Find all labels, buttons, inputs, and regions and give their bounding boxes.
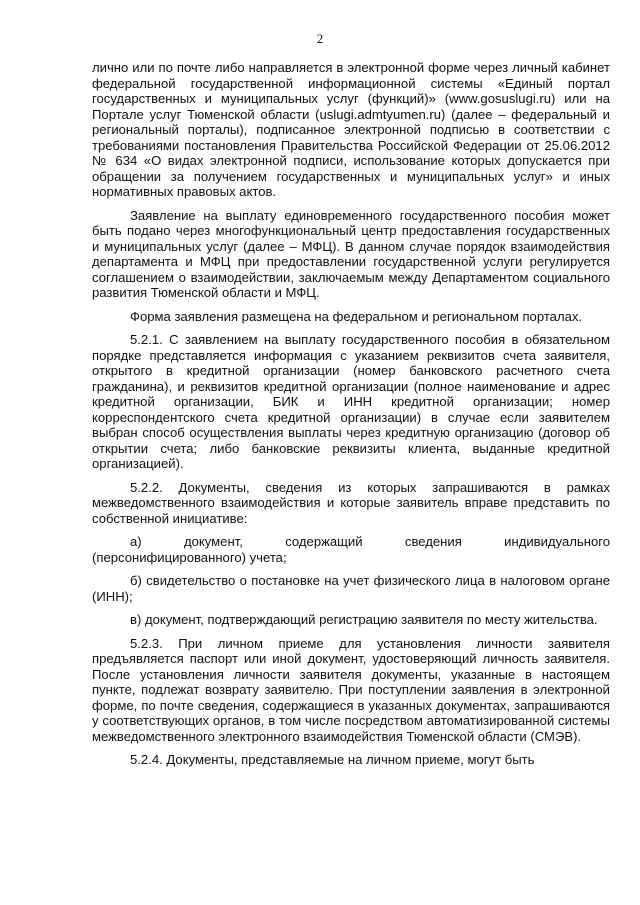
document-body	[92, 60, 610, 776]
paragraph-5-2-1: 5.2.1. С заявлением на выплату государственного пособия в обязательном порядке представляется информация с указанием реквизитов счета заявителя, открытого в кредитной организации (номер банковского расчетного счета гражданина), и реквизитов кредитной организации (полное наименование и адрес кредитной организации, БИК и ИНН кредитной организации; номер корреспондентского счета кредитной организации) в случае если заявителем выбран способ осуществления выплаты через кредитную организацию (договор об открытии счета; либо банковские реквизиты клиента, выданные кредитной организацией).	[92, 332, 610, 471]
paragraph-5-2-3: 5.2.3. При личном приеме для установления личности заявителя предъявляется паспорт или иной документ, удостоверяющий личность заявителя. После установления личности заявителя документы, указанные в настоящем пункте, подлежат возврату заявителю. При поступлении заявления в электронной форме, по почте сведения, содержащиеся в указанных документах, запрашиваются у соответствующих органов, в том числе посредством автоматизированной системы межведомственного электронного взаимодействия Тюменской области (СМЭВ).	[92, 635, 610, 744]
paragraph-continuation: лично или по почте либо направляется в электронной форме через личный кабинет федеральной государственной информационной системы «Единый портал государственных и муниципальных услуг (функций)» (www.gosuslugi.ru) или на Портале услуг Тюменской области (uslugi.admtyumen.ru) (далее – федеральный и региональный порталы), подписанное электронной подписью в соответствии с требованиями постановления Правительства Российской Федерации от 25.06.2012 № 634 «О видах электронной подписи, использование которых допускается при обращении за получением государственных и муниципальных услуг» и иных нормативных правовых актов.	[92, 60, 610, 199]
paragraph-form-location: Форма заявления размещена на федеральном и региональном порталах.	[130, 308, 583, 324]
page-number: 2	[316, 31, 324, 46]
list-item-a: а) документ, содержащий сведения индивидуального (персонифицированного) учета;	[92, 534, 610, 565]
list-item-v: в) документ, подтверждающий регистрацию заявителя по месту жительства.	[130, 612, 598, 627]
list-item-b: б) свидетельство о постановке на учет физического лица в налоговом органе (ИНН);	[92, 573, 610, 604]
paragraph-mfc: Заявление на выплату единовременного государственного пособия может быть подано через многофункциональный центр предоставления государственных и муниципальных услуг (далее – МФЦ). В данном случае порядок взаимодействия департамента и МФЦ при предоставлении государственной услуги регулируется соглашением о взаимодействии, заключаемым между Департаментом социального развития Тюменской области и МФЦ.	[92, 207, 610, 300]
paragraph-5-2-4: 5.2.4. Документы, представляемые на личном приеме, могут быть	[130, 752, 535, 767]
paragraph-5-2-2: 5.2.2. Документы, сведения из которых запрашиваются в рамках межведомственного взаимодействия и которые заявитель вправе представить по собственной инициативе:	[92, 479, 610, 526]
